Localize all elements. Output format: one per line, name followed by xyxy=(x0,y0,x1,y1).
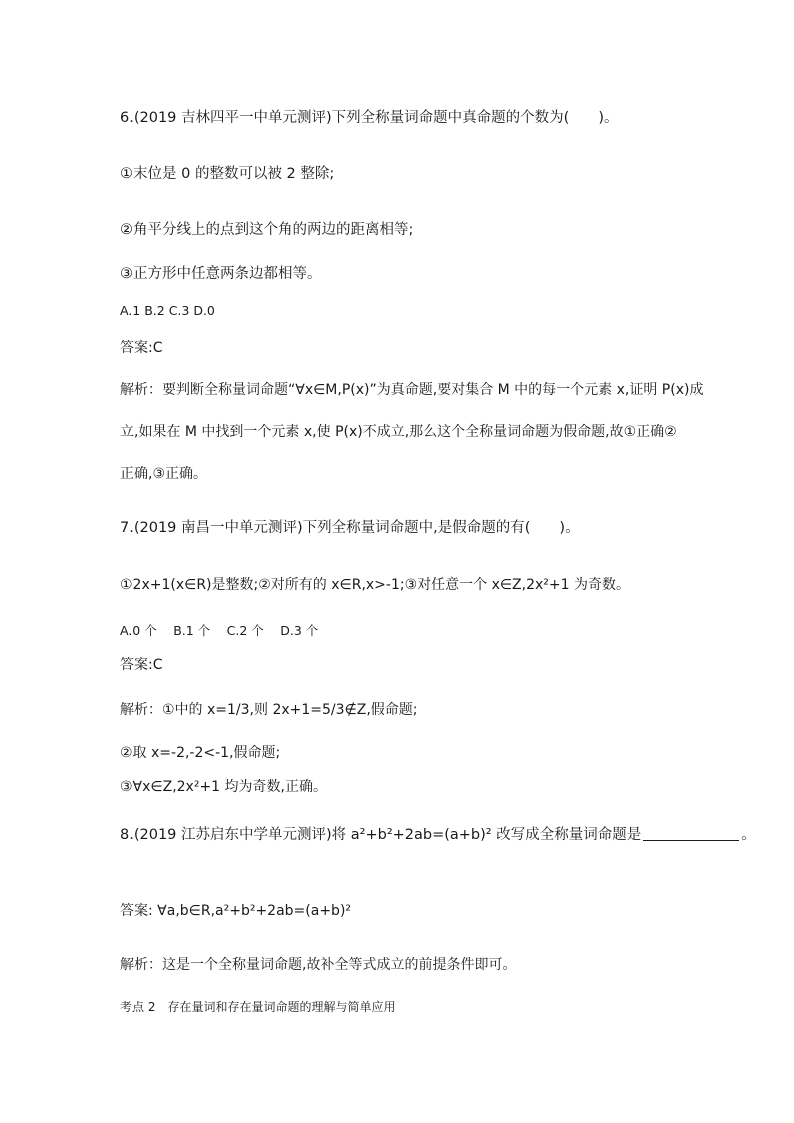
q7-items: ①2x+1(x∈R)是整数;②对所有的 x∈R,x>-1;③对任意一个 x∈Z,2x²+1 为奇数。 xyxy=(120,577,630,593)
q8-stem-end: 。 xyxy=(741,827,756,843)
section-heading: 考点 2 存在量词和存在量词命题的理解与简单应用 xyxy=(120,1000,396,1014)
q6-item-1: ①末位是 0 的整数可以被 2 整除; xyxy=(120,166,335,182)
q6-analysis-1: 解析：要判断全称量词命题“∀x∈M,P(x)”为真命题,要对集合 M 中的每一个元素 x,证明 P(x)成 xyxy=(120,382,704,398)
q6-item-3: ③正方形中任意两条边都相等。 xyxy=(120,266,322,282)
q7-answer: 答案:C xyxy=(120,657,163,673)
q6-analysis-3: 正确,③正确。 xyxy=(120,466,208,482)
q8-answer: 答案: ∀a,b∈R,a²+b²+2ab=(a+b)² xyxy=(120,903,352,919)
q6-stem: 6.(2019 吉林四平一中单元测评)下列全称量词命题中真命题的个数为( )。 xyxy=(120,110,619,126)
q7-options: A.0 个 B.1 个 C.2 个 D.3 个 xyxy=(120,623,319,638)
q6-answer: 答案:C xyxy=(120,340,163,356)
q7-analysis-2: ②取 x=-2,-2<-1,假命题; xyxy=(120,745,281,761)
q8-answer-blank[interactable] xyxy=(643,826,739,841)
q7-analysis-1: 解析：①中的 x=1/3,则 2x+1=5/3∉Z,假命题; xyxy=(120,702,418,718)
q7-analysis-3: ③∀x∈Z,2x²+1 均为奇数,正确。 xyxy=(120,779,327,795)
q6-options: A.1 B.2 C.3 D.0 xyxy=(120,303,215,318)
q8-stem-text: 8.(2019 江苏启东中学单元测评)将 a²+b²+2ab=(a+b)² 改写成全称量词命题是 xyxy=(120,827,642,843)
q8-analysis: 解析：这是一个全称量词命题,故补全等式成立的前提条件即可。 xyxy=(120,957,517,973)
q6-analysis-2: 立,如果在 M 中找到一个元素 x,使 P(x)不成立,那么这个全称量词命题为假命题,故①正确② xyxy=(120,424,677,440)
q8-stem xyxy=(120,826,756,844)
q7-stem: 7.(2019 南昌一中单元测评)下列全称量词命题中,是假命题的有( )。 xyxy=(120,520,580,536)
q6-item-2: ②角平分线上的点到这个角的两边的距离相等; xyxy=(120,222,414,238)
